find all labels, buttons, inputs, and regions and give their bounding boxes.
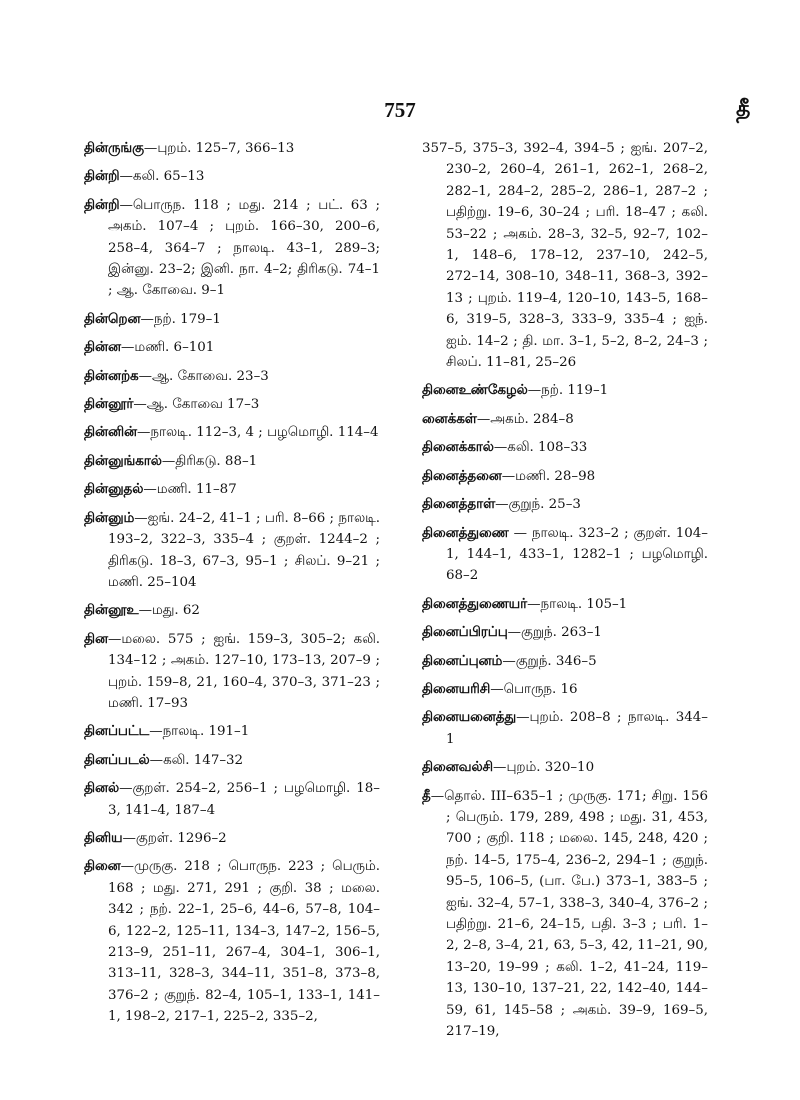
index-entry	[422, 707, 708, 750]
headword: தின்னற்க	[84, 367, 139, 384]
references: 357–5, 375–3, 392–4, 394–5 ; ஐங். 207–2, 230–2, 260–4, 261–1, 262–1, 268–2, 282–1, 284–2, 285–2, 286–1, 287–2 ; பதிற்று. 19–6, 30–24 ; பரி. 18–47 ; கலி. 53–22 ; அகம். 28–3, 32–5, 92–7, 102–1, 148–6, 178–12, 237–10, 242–5, 272–14, 308–10, 348–11, 368–3, 392–13 ; புறம். 119–4, 120–10, 143–5, 168–6, 319–5, 328–3, 333–9, 335–4 ; ஐந். ஐம். 14–2 ; தி. மா. 3–1, 5–2, 8–2, 24–3 ; சிலப். 11–81, 25–26	[422, 141, 708, 371]
index-entry	[84, 508, 380, 594]
headword: தீ	[422, 787, 431, 804]
headword: தின்ருங்கு	[84, 140, 144, 156]
index-entry	[422, 594, 708, 615]
headword: தின்றி	[84, 196, 120, 213]
index-entry	[84, 309, 380, 330]
references: — நாலடி. 323–2 ; குறள். 104–1, 144–1, 433–1, 1282–1 ; பழமொழி. 68–2	[446, 525, 708, 584]
references: —கலி. 147–32	[149, 752, 244, 768]
headword: தினைப்புனம்	[422, 652, 503, 669]
index-entry	[84, 195, 380, 302]
references: —குறள். 1296–2	[122, 830, 227, 846]
headword: தின்னும்	[84, 509, 135, 526]
index-column-left	[84, 138, 380, 1035]
index-entry	[422, 786, 708, 1043]
references: —அகம். 284–8	[476, 411, 574, 427]
index-entry	[84, 394, 380, 415]
references: —ஐங். 24–2, 41–1 ; பரி. 8–66 ; நாலடி. 193–2, 322–3, 335–4 ; குறள். 1244–2 ; திரிகடு. 18–3, 67–3, 95–1 ; சிலப். 9–21 ; மணி. 25–104	[108, 510, 380, 590]
references: —திரிகடு. 88–1	[161, 453, 258, 469]
index-entry	[84, 166, 380, 187]
headword: தினைத்தாள்	[422, 496, 496, 513]
references: —முருகு. 218 ; பொருந. 223 ; பெரும். 168 ; மது. 271, 291 ; குறி. 38 ; மலை. 342 ; நற். 22–1, 25–6, 44–6, 57–8, 104–6, 122–2, 125–11, 134–3, 147–2, 156–5, 213–9, 251–11, 267–4, 304–1, 306–1, 313–11, 328–3, 344–11, 351–8, 373–8, 376–2 ; குறுந். 82–4, 105–1, 133–1, 141–1, 198–2, 217–1, 225–2, 335–2,	[108, 859, 380, 1025]
index-entry	[422, 409, 708, 430]
index-entry	[84, 479, 380, 500]
index-entry	[422, 466, 708, 487]
headword: தின்ன	[84, 339, 121, 356]
headword: தினல்	[84, 780, 120, 797]
index-entry	[84, 778, 380, 821]
references: —நற். 179–1	[140, 311, 221, 327]
index-entry	[422, 138, 708, 373]
index-entry	[84, 856, 380, 1027]
index-entry	[84, 422, 380, 443]
index-entry	[422, 523, 708, 587]
index-entry	[84, 337, 380, 358]
index-entry	[422, 651, 708, 672]
headword: தினிய	[84, 829, 123, 846]
references: —குறுந். 25–3	[495, 497, 581, 513]
headword: தினைக்கால்	[422, 439, 494, 456]
headword: தின்னின்	[84, 424, 137, 441]
references: —மணி. 28–98	[501, 468, 596, 484]
headword: தினைத்துணை	[422, 524, 509, 541]
headword: னைக்கள்	[422, 410, 477, 427]
headword: தினைத்தனை	[422, 467, 502, 484]
references: —குறள். 254–2, 256–1 ; பழமொழி. 18–3, 141–4, 187–4	[108, 781, 380, 818]
headword: தினைப்பிரப்பு	[422, 624, 508, 641]
references: —நற். 119–1	[527, 383, 609, 399]
references: —தொல். III–635–1 ; முருகு. 171; சிறு. 156 ; பெரும். 179, 289, 498 ; மது. 31, 453, 700 ; குறி. 118 ; மலை. 145, 248, 420 ; நற். 14–5, 175–4, 236–2, 294–1 ; குறுந். 95–5, 106–5, (பா. பே.) 373–1, 383–5 ; ஐங். 32–4, 57–1, 338–3, 340–4, 376–2 ; பதிற்று. 21–6, 24–15, பதி. 3–3 ; பரி. 1–2, 2–8, 3–4, 21, 63, 5–3, 42, 11–21, 90, 13–20, 19–99 ; கலி. 1–2, 41–24, 119–13, 130–10, 137–21, 22, 142–40, 144–59, 61, 145–58 ; அகம். 39–9, 169–5, 217–19,	[430, 788, 708, 1040]
headword: தினையரிசி	[422, 680, 491, 697]
index-entry	[422, 380, 708, 401]
references: —மது. 62	[138, 603, 200, 619]
references: —குறுந். 263–1	[507, 625, 602, 641]
references: —குறுந். 346–5	[502, 653, 597, 669]
index-column-right	[422, 138, 708, 1049]
page-number: 757	[384, 98, 416, 122]
references: —கலி. 108–33	[493, 440, 588, 456]
headword: தின்னுதல்	[84, 481, 144, 498]
headword: தின்னூஉ	[84, 602, 139, 619]
index-entry	[84, 600, 380, 621]
index-entry	[422, 757, 708, 778]
references: —நாலடி. 191–1	[149, 724, 250, 740]
references: —புறம். 125–7, 366–13	[143, 141, 295, 156]
headword: தினைத்துணையர்	[422, 595, 528, 612]
references: —ஆ. கோவை. 23–3	[138, 368, 269, 384]
headword: தின	[84, 630, 108, 647]
references: —பொருந. 16	[490, 681, 578, 697]
references: —மலை. 575 ; ஐங். 159–3, 305–2; கலி. 134–12 ; அகம். 127–10, 173–13, 207–9 ; புறம். 159–8, 21, 160–4, 370–3, 371–23 ; மணி. 17–93	[107, 631, 380, 711]
references: —ஆ. கோவை 17–3	[133, 397, 260, 413]
headword: தின்னுங்கால்	[84, 452, 162, 469]
headword: தின்னூர்	[84, 396, 134, 413]
references: —புறம். 208–8 ; நாலடி. 344–1	[446, 710, 708, 747]
index-entry	[84, 451, 380, 472]
references: —புறம். 320–10	[493, 760, 595, 776]
index-entry	[84, 629, 380, 715]
index-entry	[422, 679, 708, 700]
index-entry	[422, 622, 708, 643]
index-entry	[422, 437, 708, 458]
headword: தினை	[84, 858, 121, 875]
index-entry	[84, 750, 380, 771]
references: —பொருந. 118 ; மது. 214 ; பட். 63 ; அகம். 107–4 ; புறம். 166–30, 200–6, 258–4, 364–7 ; நாலடி. 43–1, 289–3; இன்னு. 23–2; இனி. நா. 4–2; திரிகடு. 74–1 ; ஆ. கோவை. 9–1	[108, 197, 380, 299]
running-header-letter: தீ	[736, 96, 751, 122]
references: —நாலடி. 112–3, 4 ; பழமொழி. 114–4	[136, 425, 379, 441]
index-entry	[84, 366, 380, 387]
references: —நாலடி. 105–1	[527, 596, 628, 612]
headword: தினைவல்சி	[422, 759, 494, 776]
headword: தின்றென	[84, 310, 141, 327]
headword: தினையனைத்து	[422, 709, 517, 726]
references: —கலி. 65–13	[119, 169, 205, 185]
index-entry	[422, 494, 708, 515]
headword: தினப்பட்ட	[84, 723, 150, 740]
headword: தின்றி	[84, 168, 120, 185]
references: —மணி. 11–87	[143, 482, 237, 498]
headword: தினைஉண்கேழல்	[422, 382, 528, 399]
index-entry	[84, 138, 380, 159]
references: —மணி. 6–101	[120, 340, 215, 356]
index-entry	[84, 721, 380, 742]
index-entry	[84, 828, 380, 849]
headword: தினப்படல்	[84, 751, 150, 768]
